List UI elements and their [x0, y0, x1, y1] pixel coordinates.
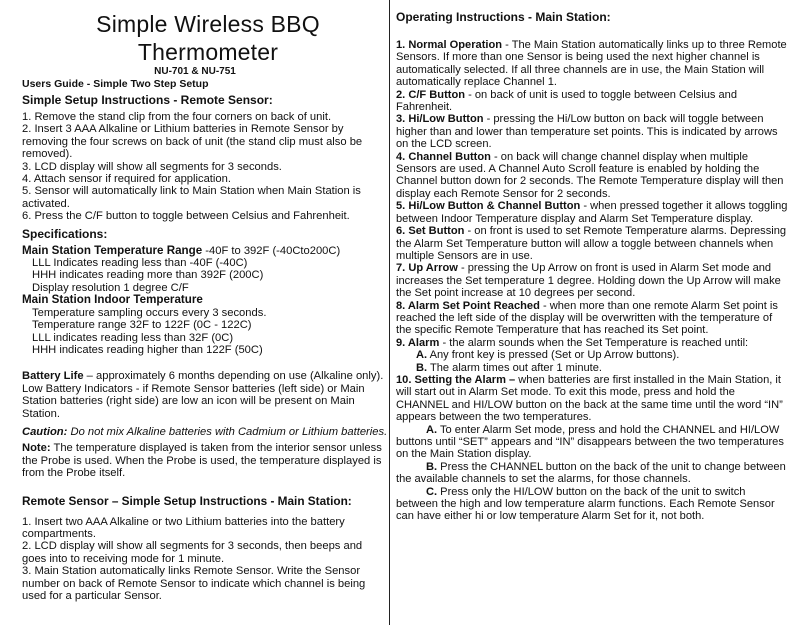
main-step: 2. LCD display will show all segments for 3 seconds, then beeps and goes into to receiving mode for 1 minute.	[22, 540, 363, 565]
step-c-text: Press only the HI/LOW button on the back of the unit to switch between the high and low temperature alarm functions. Each Remote Sensor can have either hi or low temperature Alarm Set for it, not both.	[396, 485, 775, 523]
item-label: 4. Channel Button	[396, 150, 491, 163]
item-label: 8. Alarm Set Point Reached	[396, 299, 540, 312]
spec-line: HHH indicates reading higher than 122F (50C)	[32, 343, 263, 356]
setting-alarm-text: when batteries are first installed in the Main Station, it will start out in Alarm Set mode. To exit this mode, press and hold the CHANNEL and HI/LOW button on the back at the same time until the word “IN” appears between the two temperatures.	[396, 373, 783, 424]
item-text: - the alarm sounds when the Set Temperature is reached until:	[439, 336, 749, 349]
caution-label: Caution:	[22, 425, 68, 438]
item-text: - The Main Station automatically links up to three Remote Sensors. If more than one Sensor is being used the next higher channel is automatically selected. If all three channels are in use, the Main Station will automatically replace Channel 1.	[396, 39, 787, 89]
sensor-step: 5. Sensor will automatically link to Main Station when Main Station is activated.	[22, 185, 361, 210]
spec-line: Temperature sampling occurs every 3 seconds.	[32, 306, 267, 319]
note-label: Note:	[22, 442, 51, 455]
instruction-item	[396, 113, 788, 150]
item-text: - on front is used to set Remote Temperature alarms. Depressing the Alarm Set Temperature button will allow a toggle between channels when multiple Sensors are in use.	[396, 225, 787, 262]
item-label: 7. Up Arrow	[396, 262, 458, 275]
alarm-b-text: The alarm times out after 1 minute.	[427, 361, 602, 374]
sensor-step: 6. Press the C/F button to toggle between Celsius and Fahrenheit.	[22, 210, 350, 223]
instruction-item	[396, 300, 788, 337]
note-text: The temperature displayed is taken from the interior sensor unless the Probe is used. When the Probe is used, the temperature displayed is from the Probe itself.	[22, 442, 382, 480]
item-label: 1. Normal Operation	[396, 39, 503, 51]
instruction-item	[396, 225, 788, 262]
guide-subtitle: Users Guide - Simple Two Step Setup	[22, 78, 209, 90]
setting-step-a	[396, 424, 788, 461]
instruction-item	[396, 151, 788, 201]
sensor-setup-heading: Simple Setup Instructions - Remote Sensor:	[22, 93, 273, 107]
sensor-step: 3. LCD display will show all segments for 3 seconds.	[22, 160, 282, 173]
setting-alarm-label: 10. Setting the Alarm –	[396, 373, 516, 386]
model-numbers: NU-701 & NU-751	[154, 66, 236, 77]
sensor-step: 1. Remove the stand clip from the four corners on back of unit.	[22, 111, 332, 123]
item-label: 9. Alarm	[396, 336, 440, 349]
item-label: 3. Hi/Low Button	[396, 113, 484, 126]
setting-step-c	[396, 486, 788, 523]
main-step: 1. Insert two AAA Alkaline or two Lithium batteries into the battery compartments.	[22, 515, 345, 540]
step-b-label: B.	[426, 460, 438, 473]
sensor-step: 2. Insert 3 AAA Alkaline or Lithium batteries in Remote Sensor by removing the four screws on back of unit (the stand clip must also be removed).	[22, 123, 363, 161]
spec-line: HHH indicates reading more than 392F (200C)	[32, 269, 264, 282]
instruction-item	[396, 262, 788, 299]
battery-life-label: Battery Life	[22, 370, 84, 383]
step-a-label: A.	[426, 423, 438, 436]
temp-range-line	[22, 245, 388, 257]
step-b-text: Press the CHANNEL button on the back of the unit to change between the available channels to set the alarms, for those channels.	[396, 460, 786, 486]
column-divider	[389, 0, 390, 625]
caution-text: Do not mix Alkaline batteries with Cadmium or Lithium batteries.	[67, 425, 388, 438]
instruction-item	[396, 337, 788, 349]
instruction-item	[396, 89, 788, 114]
temp-range-label: Main Station Temperature Range	[22, 243, 203, 257]
battery-life-paragraph	[22, 370, 388, 420]
spec-line: LLL Indicates reading less than -40F (-40C)	[32, 257, 248, 270]
instruction-item	[396, 200, 788, 225]
item-text: - when pressed together it allows toggling between Indoor Temperature display and Alarm Set Temperature display.	[396, 200, 788, 225]
item-text: - pressing the Up Arrow on front is used in Alarm Set mode and increases the Set temperature 1 degree. Holding down the Up Arrow will make the Set point increase at 10 degrees per second.	[396, 262, 781, 300]
item-text: - on back will change channel display when multiple Sensors are used. A Channel Auto Scroll feature is enabled by holding the Channel button down for 2 seconds. The Remote Temperature display will then display each Remote Sensor for 2 seconds.	[396, 150, 784, 200]
item-label: 6. Set Button	[396, 225, 465, 238]
alarm-condition-b	[396, 362, 788, 374]
item-label: 2. C/F Button	[396, 88, 466, 101]
note-paragraph	[22, 442, 388, 479]
spec-line: Display resolution 1 degree C/F	[32, 281, 189, 294]
step-c-label: C.	[426, 485, 438, 498]
spec-line: Temperature range 32F to 122F (0C - 122C)	[32, 319, 252, 332]
instruction-item	[396, 39, 788, 89]
item-text: - on back of unit is used to toggle between Celsius and Fahrenheit.	[396, 88, 737, 114]
left-column	[22, 10, 388, 602]
alarm-condition-a	[396, 349, 788, 361]
main-station-setup-heading: Remote Sensor – Simple Setup Instructions - Main Station:	[22, 493, 352, 508]
operating-instructions-heading: Operating Instructions - Main Station:	[396, 10, 611, 24]
main-step: 3. Main Station automatically links Remote Sensor. Write the Sensor number on back of Remote Sensor to indicate which channel is being used for a particular Sensor.	[22, 565, 366, 602]
setting-alarm-paragraph	[396, 374, 788, 424]
spec-line: LLL indicates reading less than 32F (0C)	[32, 331, 234, 344]
alarm-b-label: B.	[416, 361, 428, 374]
right-column	[396, 10, 788, 523]
document-title: Simple Wireless BBQ Thermometer	[96, 11, 320, 65]
item-text: - when more than one remote Alarm Set point is reached the left side of the display will be overwritten with the temperature of the specific Remote Temperature that has reached its Set point.	[396, 299, 778, 337]
item-label: 5. Hi/Low Button & Channel Button	[396, 200, 581, 213]
alarm-a-label: A.	[416, 349, 428, 362]
battery-life-text: – approximately 6 months depending on use (Alkaline only). Low Battery Indicators - if Remote Sensor batteries (left side) or Main Station batteries (right side) are low an icon will be present on Main Station.	[22, 370, 384, 420]
indoor-temp-label: Main Station Indoor Temperature	[22, 293, 203, 307]
temp-range-value: -40F to 392F (-40Cto200C)	[202, 244, 341, 257]
step-a-text: To enter Alarm Set mode, press and hold the CHANNEL and HI/LOW buttons until “SET” appears and “IN” disappears between the two temperatures on the Main Station display.	[396, 423, 784, 461]
sensor-step: 4. Attach sensor if required for application.	[22, 173, 231, 186]
specifications-heading: Specifications:	[22, 226, 108, 241]
setting-step-b	[396, 461, 788, 486]
caution-paragraph	[22, 426, 388, 438]
item-text: - pressing the Hi/Low button on back will toggle between higher than and lower than temperature set points. This is indicated by arrows on the LCD screen.	[396, 113, 778, 151]
alarm-a-text: Any front key is pressed (Set or Up Arrow buttons).	[427, 349, 680, 362]
